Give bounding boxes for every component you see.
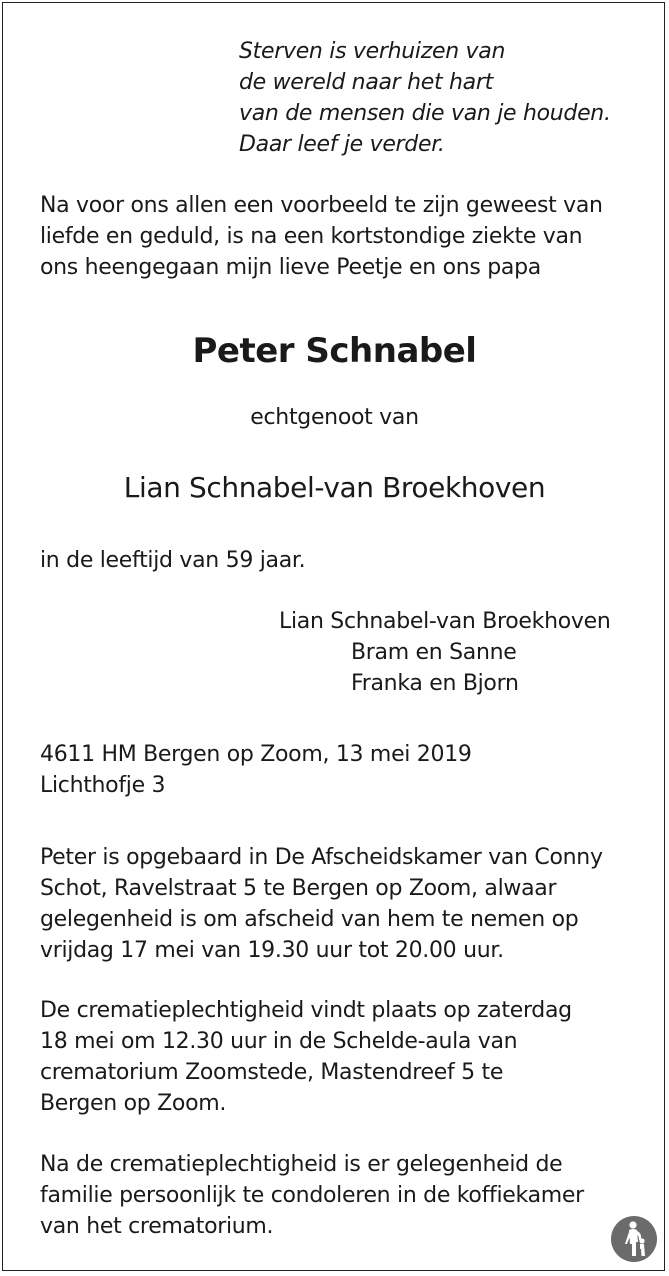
intro-line: liefde en geduld, is na een kortstondige ziekte van <box>40 224 583 249</box>
family-line: Lian Schnabel-van Broekhoven <box>279 609 611 634</box>
figure-with-child-logo-icon <box>611 1216 657 1262</box>
relation-text: echtgenoot van <box>250 405 419 430</box>
address-line: Lichthofje 3 <box>40 773 166 798</box>
intro-line: Na voor ons allen een voorbeeld te zijn geweest van <box>40 193 603 218</box>
viewing-line: gelegenheid is om afscheid van hem te nemen op <box>40 907 579 932</box>
family-line: Bram en Sanne <box>351 640 517 665</box>
family-line: Franka en Bjorn <box>351 671 519 696</box>
ceremony-line: Bergen op Zoom. <box>40 1091 227 1116</box>
condolence-line: Na de crematieplechtigheid is er gelegenheid de <box>40 1152 563 1177</box>
poem-line: van de mensen die van je houden. <box>239 101 611 126</box>
deceased-name: Peter Schnabel <box>192 331 477 371</box>
ceremony-line: De crematieplechtigheid vindt plaats op zaterdag <box>40 998 572 1023</box>
condolence-line: familie persoonlijk te condoleren in de koffiekamer <box>40 1183 584 1208</box>
intro-line: ons heengegaan mijn lieve Peetje en ons papa <box>40 255 541 280</box>
condolence-line: van het crematorium. <box>40 1214 274 1239</box>
poem-line: de wereld naar het hart <box>239 70 493 95</box>
poem-line: Sterven is verhuizen van <box>239 39 506 64</box>
viewing-line: vrijdag 17 mei van 19.30 uur tot 20.00 uur. <box>40 938 504 963</box>
viewing-line: Schot, Ravelstraat 5 te Bergen op Zoom, alwaar <box>40 876 557 901</box>
ceremony-line: 18 mei om 12.30 uur in de Schelde-aula van <box>40 1029 518 1054</box>
spouse-name: Lian Schnabel-van Broekhoven <box>123 471 546 504</box>
viewing-line: Peter is opgebaard in De Afscheidskamer van Conny <box>40 845 603 870</box>
age-line: in de leeftijd van 59 jaar. <box>40 548 306 573</box>
address-line: 4611 HM Bergen op Zoom, 13 mei 2019 <box>40 742 472 767</box>
poem-line: Daar leef je verder. <box>239 132 445 157</box>
ceremony-line: crematorium Zoomstede, Mastendreef 5 te <box>40 1060 504 1085</box>
